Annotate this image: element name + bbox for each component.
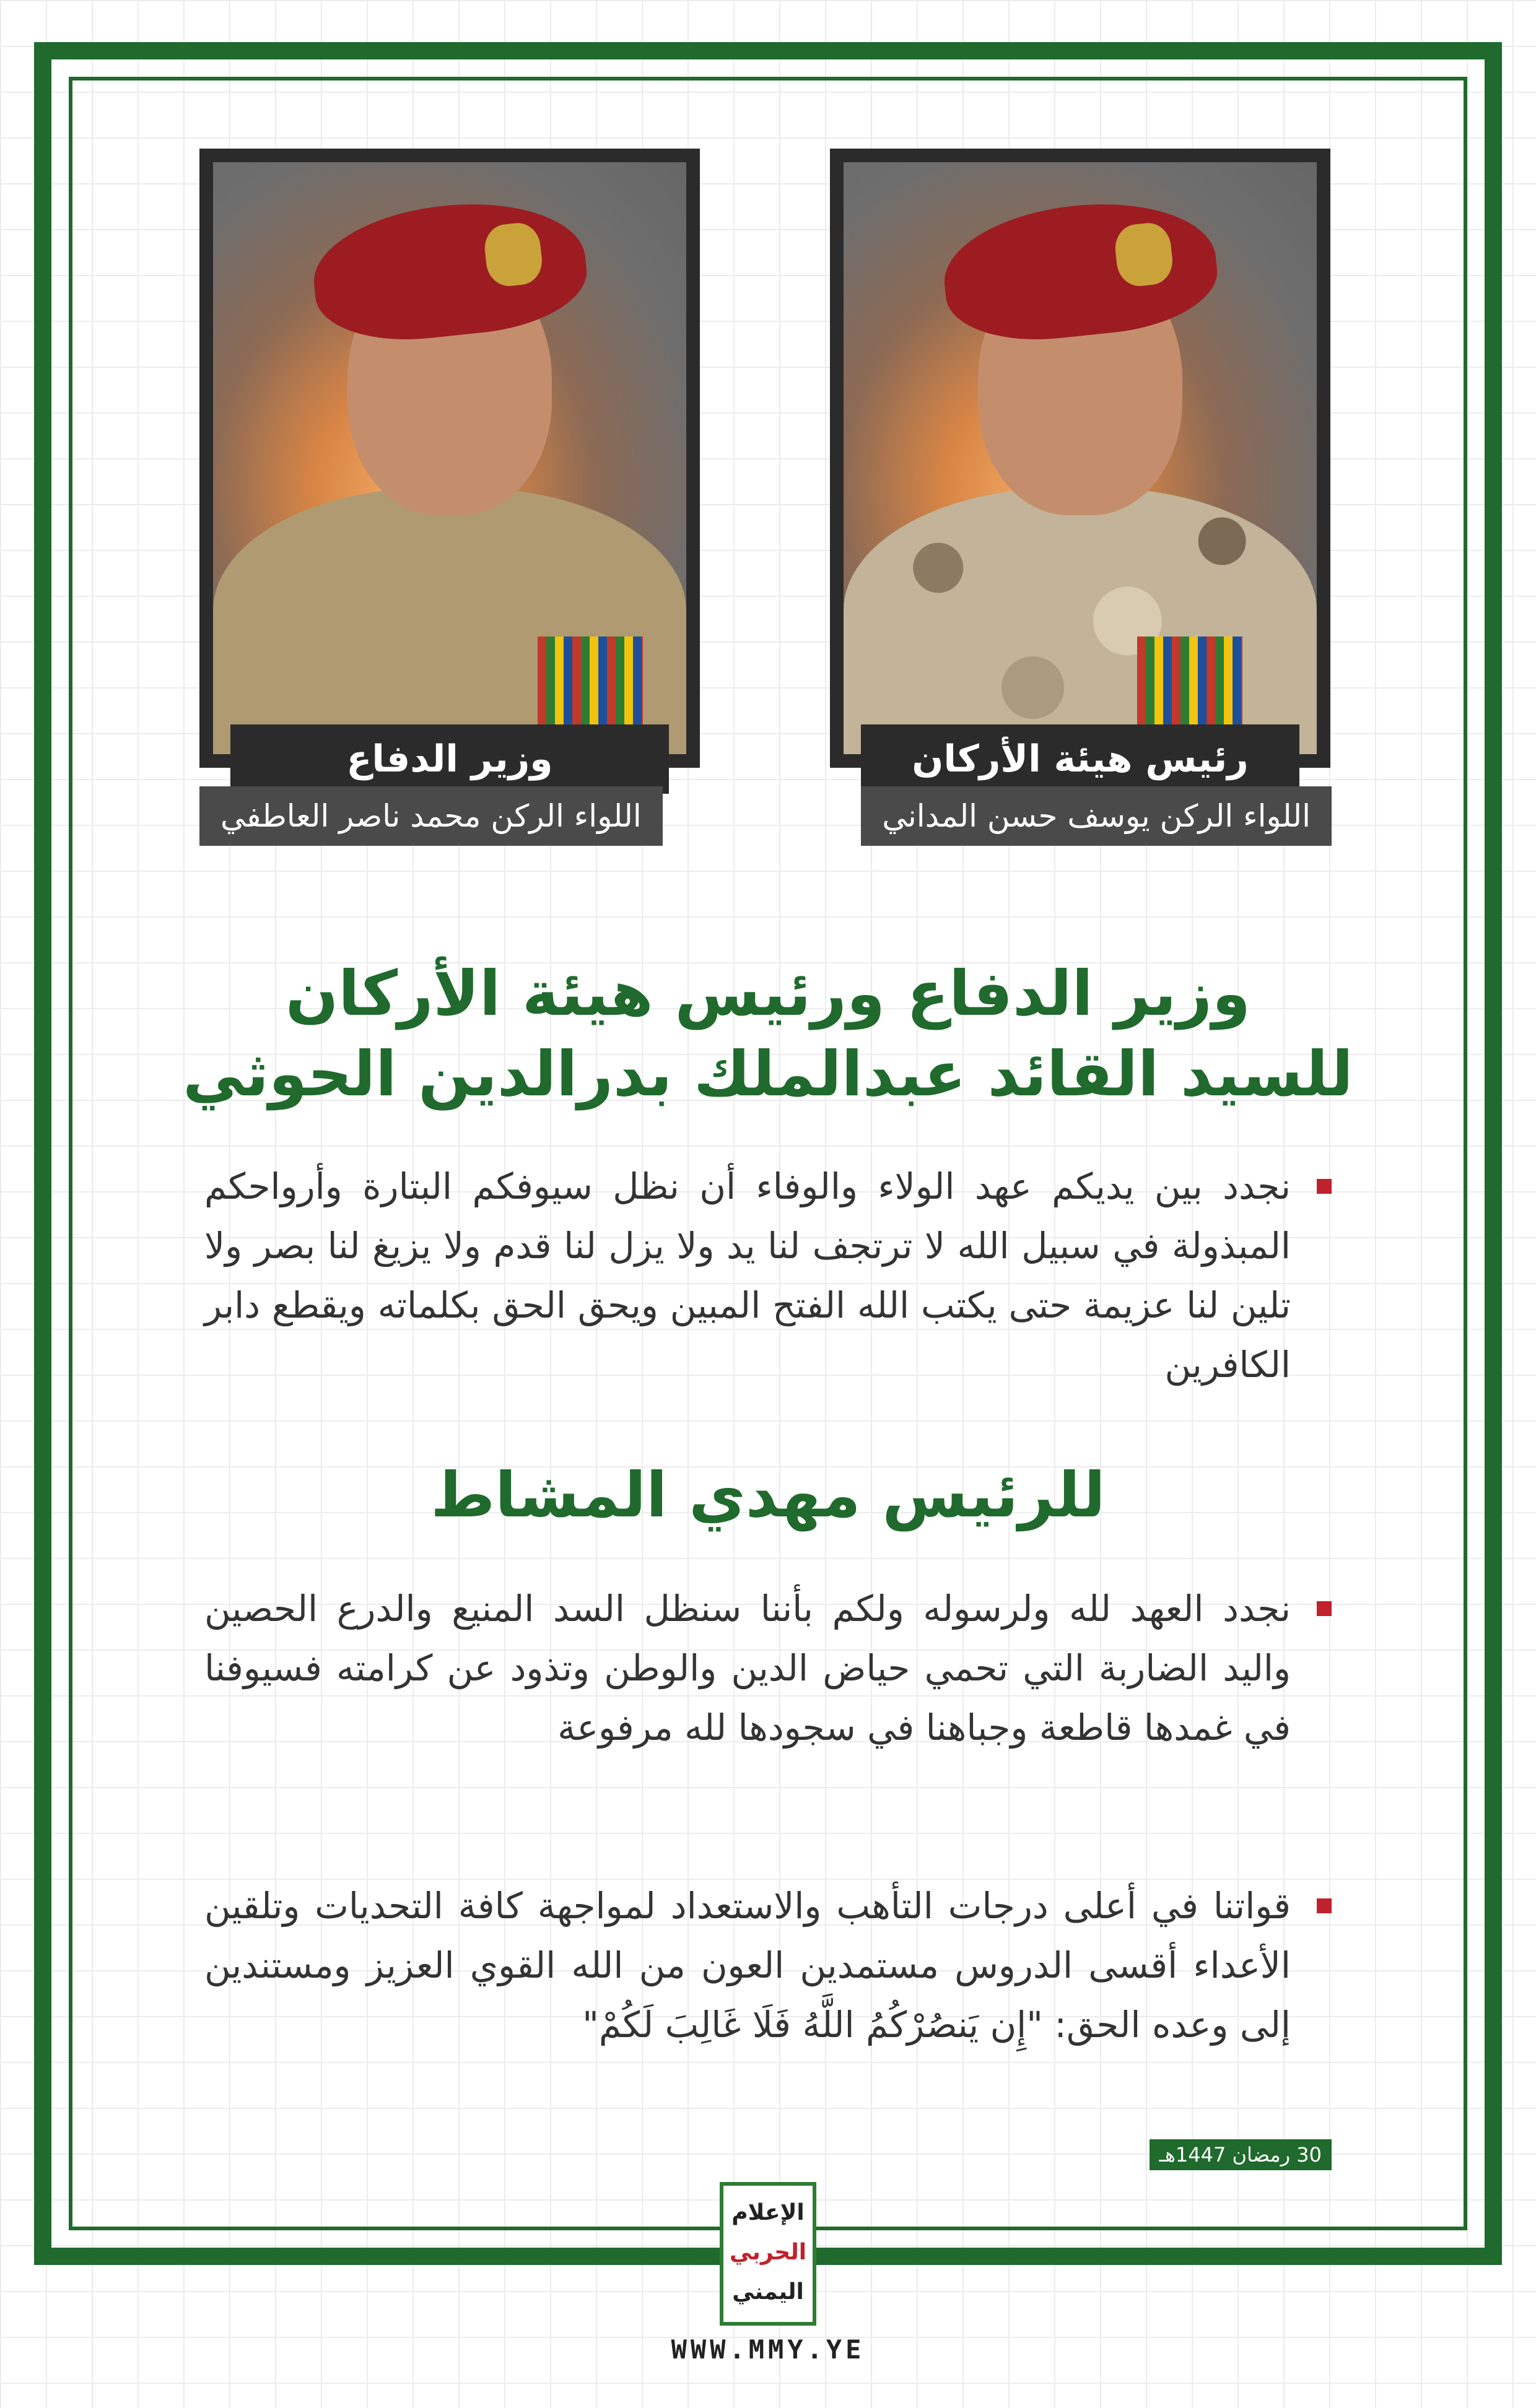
pledge-paragraph-1-text: نجدد بين يديكم عهد الولاء والوفاء أن نظل سيوفكم البتارة وأرواحكم المبذولة في سبيل الله لا ترتجف لنا يد ولا يزل لنا قدم ولا يزيغ لنا بصر ولا تلين لنا عزيمة حتى يكتب الله الفتح المبين ويحق الحق بكلماته ويقطع دابر الكافرين bbox=[204, 1165, 1291, 1386]
chief-of-staff-title: رئيس هيئة الأركان bbox=[861, 724, 1299, 794]
readiness-paragraph-text: قواتنا في أعلى درجات التأهب والاستعداد لمواجهة كافة التحديات وتلقين الأعداء أقسى الدروس مستمدين العون من الله القوي العزيز ومستندين إلى وعده الحق: "إِن يَنصُرْكُمُ اللَّهُ فَلَا غَالِبَ لَكُمْ" bbox=[204, 1885, 1291, 2046]
pledge-paragraph-2-text: نجدد العهد لله ولرسوله ولكم بأننا سنظل السد المنيع والدرع الحصين واليد الضاربة التي تحمي حياض الدين والوطن وتذود عن كرامته فسيوفنا في غمدها قاطعة وجباهنا في سجودها لله مرفوعة bbox=[204, 1588, 1291, 1749]
red-beret bbox=[307, 192, 592, 350]
uniform-camo bbox=[844, 488, 1317, 754]
defense-minister-name: اللواء الركن محمد ناصر العاطفي bbox=[199, 786, 663, 846]
beret-badge-icon bbox=[1113, 221, 1175, 289]
secondary-heading: للرئيس مهدي المشاط bbox=[430, 1459, 1106, 1531]
bullet-icon bbox=[1317, 1898, 1332, 1913]
defense-minister-title: وزير الدفاع bbox=[230, 724, 669, 794]
chief-of-staff-photo-card bbox=[830, 149, 1330, 781]
logo-line-2: الحربي bbox=[729, 2240, 807, 2265]
defense-minister-photo bbox=[213, 162, 686, 754]
logo-line-1: الإعلام bbox=[731, 2200, 805, 2225]
military-media-logo bbox=[720, 2182, 816, 2326]
readiness-paragraph bbox=[204, 1876, 1332, 2054]
date-badge: 30 رمضان 1447هـ bbox=[1150, 2139, 1332, 2170]
main-heading bbox=[124, 954, 1412, 1115]
pledge-paragraph-1 bbox=[204, 1157, 1332, 1394]
main-heading-line-1: وزير الدفاع ورئيس هيئة الأركان bbox=[285, 957, 1251, 1030]
website-url: WWW.MMY.YE bbox=[671, 2334, 865, 2365]
bullet-icon bbox=[1317, 1601, 1332, 1616]
medal-ribbons bbox=[538, 637, 643, 729]
main-heading-line-2: للسيد القائد عبدالملك بدرالدين الحوثي bbox=[183, 1038, 1353, 1110]
logo-line-3: اليمني bbox=[732, 2279, 804, 2305]
bullet-icon bbox=[1317, 1179, 1332, 1194]
defense-minister-photo-card bbox=[199, 149, 700, 781]
pledge-paragraph-2 bbox=[204, 1579, 1332, 1757]
medal-ribbons bbox=[1137, 637, 1242, 729]
chief-of-staff-name: اللواء الركن يوسف حسن المداني bbox=[861, 786, 1332, 846]
beret-badge-icon bbox=[482, 221, 544, 289]
red-beret bbox=[938, 192, 1223, 350]
chief-of-staff-photo bbox=[844, 162, 1317, 754]
